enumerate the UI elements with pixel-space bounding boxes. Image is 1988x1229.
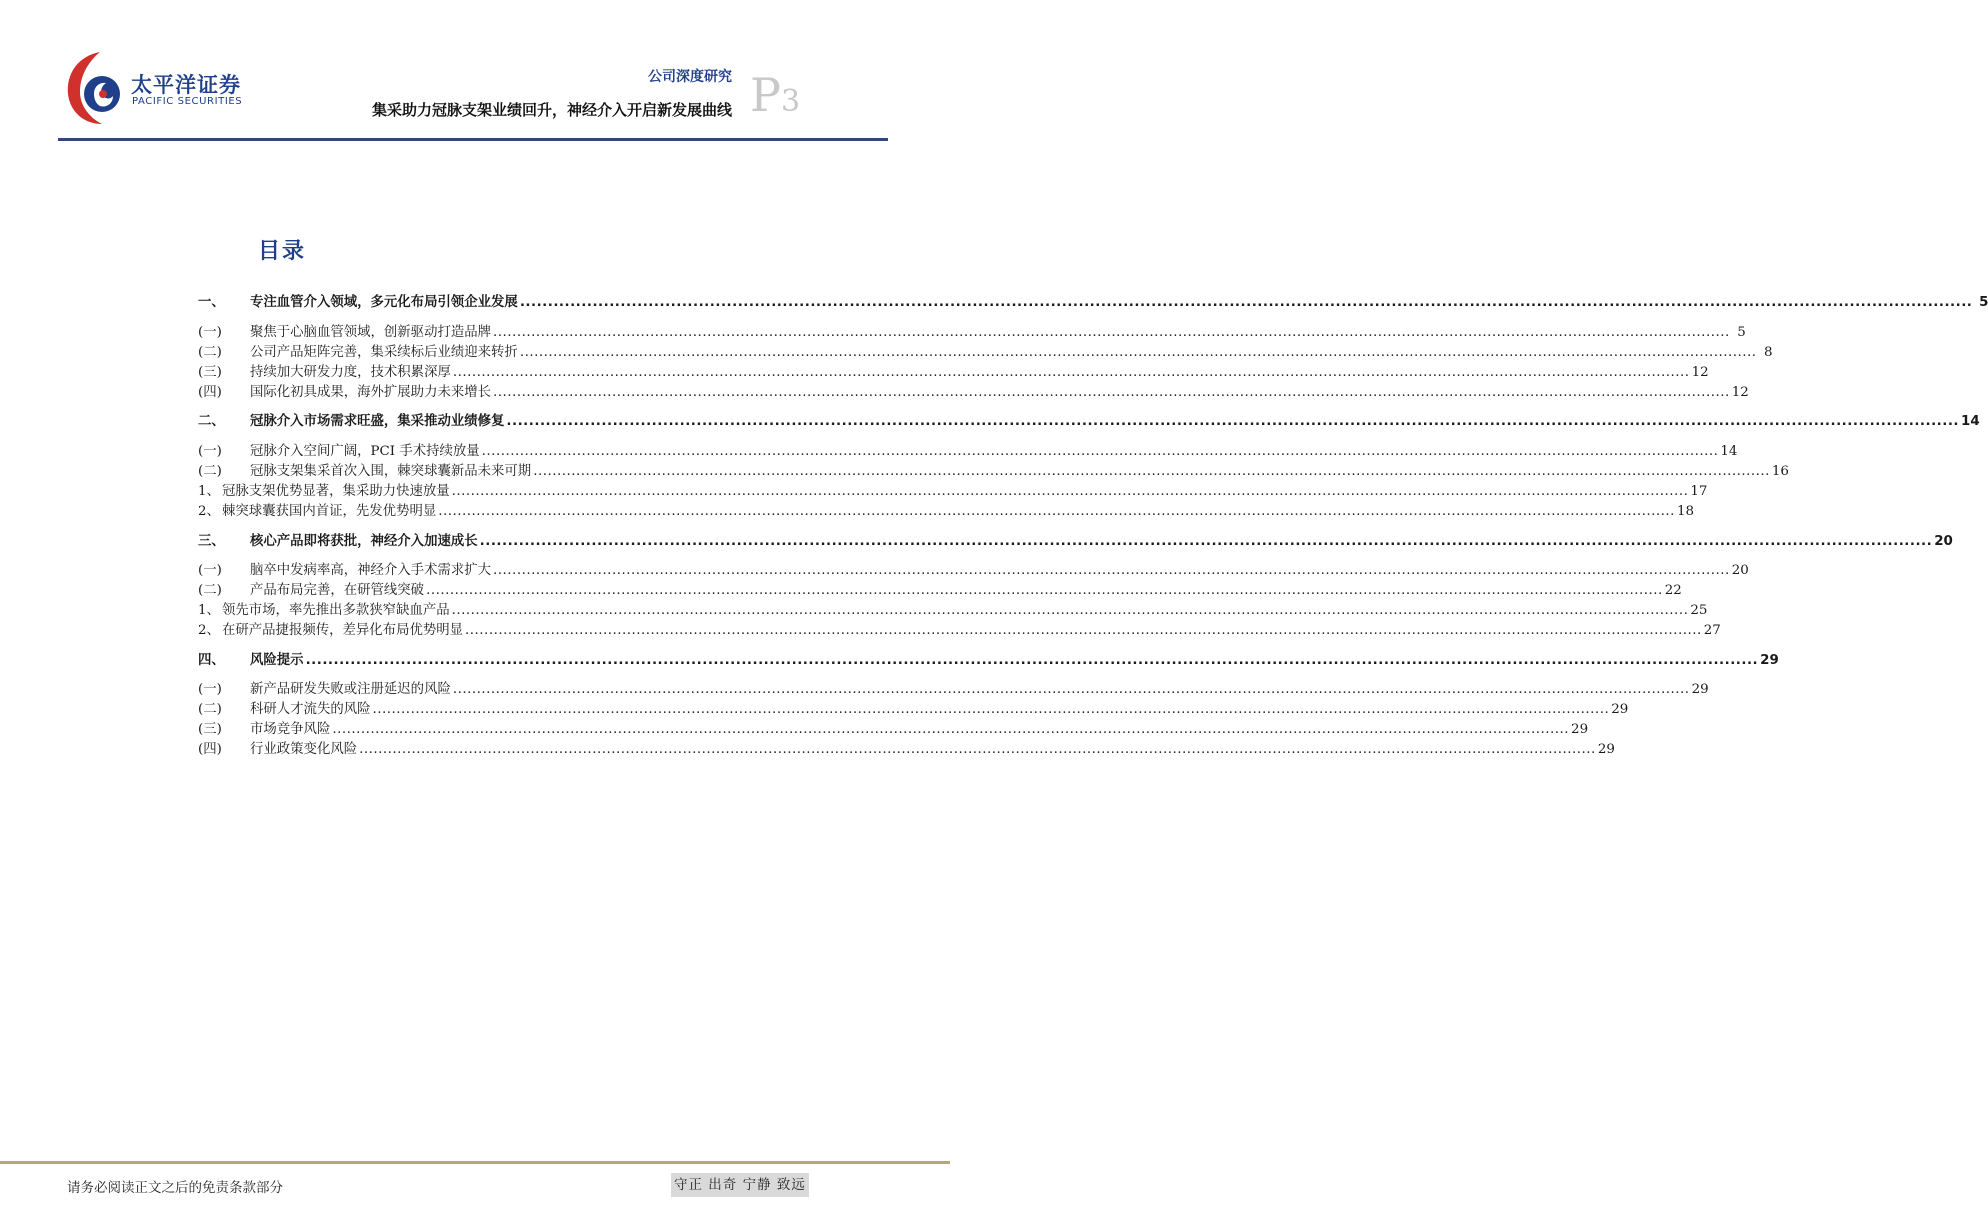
toc-entry-page: 29 <box>1760 653 1779 668</box>
toc-dot-leader: .................................................................................................................................................................................................................................................................... <box>519 295 1973 310</box>
report-type: 公司深度研究 <box>648 69 732 85</box>
toc-entry[interactable] <box>198 502 1694 522</box>
toc-dot-leader: .................................................................................................................................................................................................................................................................... <box>493 563 1730 578</box>
toc-entry-number: 四、 <box>198 653 225 668</box>
toc-entry-number: (一) <box>198 682 222 697</box>
toc-entry-page: 29 <box>1611 702 1629 717</box>
toc-entry-title: 冠脉支架优势显著，集采助力快速放量 <box>222 484 450 499</box>
toc-dot-leader: .................................................................................................................................................................................................................................................................... <box>451 484 1689 499</box>
toc-entry[interactable] <box>198 442 1738 462</box>
toc-dot-leader: .................................................................................................................................................................................................................................................................... <box>359 742 1596 757</box>
toc-entry-number: (一) <box>198 325 222 340</box>
toc-entry[interactable] <box>198 561 1749 581</box>
page-header <box>0 0 950 145</box>
toc-entry-title: 聚焦于心脑血管领域，创新驱动打造品牌 <box>250 325 492 340</box>
toc-entry-page: 25 <box>1690 603 1708 618</box>
toc-entry-number: (三) <box>198 365 222 380</box>
toc-entry-number: (二) <box>198 583 222 598</box>
toc-entry-page: 29 <box>1597 742 1615 757</box>
toc-dot-leader: .................................................................................................................................................................................................................................................................... <box>493 325 1730 340</box>
toc-entry-number: (二) <box>198 464 222 479</box>
toc-dot-leader: .................................................................................................................................................................................................................................................................... <box>479 534 1933 549</box>
toc-entry-number: 一、 <box>198 295 225 310</box>
toc-entry[interactable] <box>198 482 1708 502</box>
toc-dot-leader: .................................................................................................................................................................................................................................................................... <box>438 504 1675 519</box>
toc-entry[interactable] <box>198 651 1779 671</box>
toc-entry-number: (一) <box>198 563 222 578</box>
toc-entry-title: 国际化初具成果，海外扩展助力未来增长 <box>250 385 492 400</box>
toc-dot-leader: .................................................................................................................................................................................................................................................................... <box>426 583 1663 598</box>
toc-title: 目录 <box>258 239 307 264</box>
toc-entry-number: (四) <box>198 385 222 400</box>
toc-entry-title: 核心产品即将获批，神经介入加速成长 <box>250 534 478 549</box>
page-number <box>750 68 801 122</box>
logo-text-en: PACIFIC SECURITIES <box>132 96 243 107</box>
toc-entry-title: 冠脉支架集采首次入围，棘突球囊新品未来可期 <box>250 464 532 479</box>
toc-entry-title: 风险提示 <box>250 653 304 668</box>
toc-entry[interactable] <box>198 323 1746 343</box>
toc-entry-title: 公司产品矩阵完善，集采续标后业绩迎来转折 <box>250 345 518 360</box>
toc-entry-title: 脑卒中发病率高，神经介入手术需求扩大 <box>250 563 492 578</box>
toc-dot-leader: .................................................................................................................................................................................................................................................................... <box>519 345 1757 360</box>
toc-entry[interactable] <box>198 343 1773 363</box>
toc-entry-number: 二、 <box>198 414 225 429</box>
toc-entry-number: (二) <box>198 345 222 360</box>
toc-dot-leader: .................................................................................................................................................................................................................................................................... <box>305 653 1759 668</box>
toc-entry[interactable] <box>198 532 1953 552</box>
footer-disclaimer: 请务必阅读正文之后的免责条款部分 <box>67 1180 283 1196</box>
toc-entry-page: 20 <box>1731 563 1749 578</box>
toc-entry-title: 持续加大研发力度，技术积累深厚 <box>250 365 451 380</box>
toc-entry-page: 18 <box>1676 504 1694 519</box>
toc-entry-page: 12 <box>1691 365 1709 380</box>
toc-entry[interactable] <box>198 740 1615 760</box>
pacific-logo-icon <box>66 50 130 126</box>
toc-entry-page: 29 <box>1571 722 1589 737</box>
toc-entry-title: 棘突球囊获国内首证，先发优势明显 <box>222 504 437 519</box>
logo-text-cn: 太平洋证券 <box>131 73 241 97</box>
toc-entry[interactable] <box>198 293 1988 313</box>
toc-dot-leader: .................................................................................................................................................................................................................................................................... <box>332 722 1570 737</box>
toc-entry-title: 新产品研发失败或注册延迟的风险 <box>250 682 451 697</box>
toc-entry-page: 5 <box>1737 325 1746 340</box>
toc-dot-leader: .................................................................................................................................................................................................................................................................... <box>451 603 1689 618</box>
toc-entry[interactable] <box>198 383 1749 403</box>
toc-entry-page: 17 <box>1690 484 1708 499</box>
page-letter: P <box>750 68 781 122</box>
toc-dot-leader: .................................................................................................................................................................................................................................................................... <box>481 444 1719 459</box>
toc-entry-title: 科研人才流失的风险 <box>250 702 371 717</box>
toc-entry-page: 5 <box>1979 295 1988 310</box>
footer-divider <box>0 1161 950 1164</box>
toc-entry[interactable] <box>198 363 1709 383</box>
toc-entry-title: 在研产品捷报频传，差异化布局优势明显 <box>222 623 464 638</box>
toc-dot-leader: .................................................................................................................................................................................................................................................................... <box>493 385 1730 400</box>
toc-entry[interactable] <box>198 720 1589 740</box>
toc-entry-page: 29 <box>1691 682 1709 697</box>
toc-entry-number: 1、 <box>198 484 220 499</box>
logo <box>66 50 246 126</box>
toc-entry-title: 领先市场，率先推出多款狭窄缺血产品 <box>222 603 450 618</box>
toc-entry-number: 2、 <box>198 623 220 638</box>
toc-entry-page: 16 <box>1771 464 1789 479</box>
toc-entry-page: 14 <box>1720 444 1738 459</box>
toc-entry-page: 14 <box>1961 414 1980 429</box>
toc-entry-page: 22 <box>1664 583 1682 598</box>
toc-dot-leader: .................................................................................................................................................................................................................................................................... <box>533 464 1770 479</box>
footer-motto: 守正 出奇 宁静 致远 <box>671 1173 809 1197</box>
toc-entry[interactable] <box>198 621 1721 641</box>
toc-entry-page: 20 <box>1934 534 1953 549</box>
toc-dot-leader: .................................................................................................................................................................................................................................................................... <box>372 702 1610 717</box>
toc-entry-title: 专注血管介入领域，多元化布局引领企业发展 <box>250 295 518 310</box>
toc-entry-number: 2、 <box>198 504 220 519</box>
toc-dot-leader: .................................................................................................................................................................................................................................................................... <box>506 414 1960 429</box>
toc-entry-title: 冠脉介入市场需求旺盛，集采推动业绩修复 <box>250 414 505 429</box>
toc-entry-page: 27 <box>1703 623 1721 638</box>
toc-entry-title: 产品布局完善，在研管线突破 <box>250 583 425 598</box>
toc-entry-title: 冠脉介入空间广阔，PCI 手术持续放量 <box>250 444 480 459</box>
toc-entry-page: 8 <box>1763 345 1773 360</box>
toc-dot-leader: .................................................................................................................................................................................................................................................................... <box>452 365 1690 380</box>
report-title: 集采助力冠脉支架业绩回升，神经介入开启新发展曲线 <box>371 101 732 119</box>
toc-entry-number: 1、 <box>198 603 220 618</box>
toc-entry-page: 12 <box>1731 385 1749 400</box>
toc-entry[interactable] <box>198 700 1629 720</box>
header-divider <box>58 138 888 141</box>
page-digit: 3 <box>780 84 801 119</box>
toc-entry-title: 行业政策变化风险 <box>250 742 358 757</box>
toc-dot-leader: .................................................................................................................................................................................................................................................................... <box>465 623 1702 638</box>
toc-entry[interactable] <box>198 601 1708 621</box>
toc-entry[interactable] <box>198 412 1980 432</box>
toc-entry-number: (二) <box>198 702 222 717</box>
toc-entry-number: (一) <box>198 444 222 459</box>
toc-dot-leader: .................................................................................................................................................................................................................................................................... <box>452 682 1690 697</box>
toc-entry-number: (三) <box>198 722 222 737</box>
toc-entry[interactable] <box>198 680 1709 700</box>
toc-entry-number: (四) <box>198 742 222 757</box>
toc-entry[interactable] <box>198 462 1789 482</box>
toc-entry-number: 三、 <box>198 534 225 549</box>
toc-entry-title: 市场竞争风险 <box>250 722 331 737</box>
toc-entry[interactable] <box>198 581 1682 601</box>
